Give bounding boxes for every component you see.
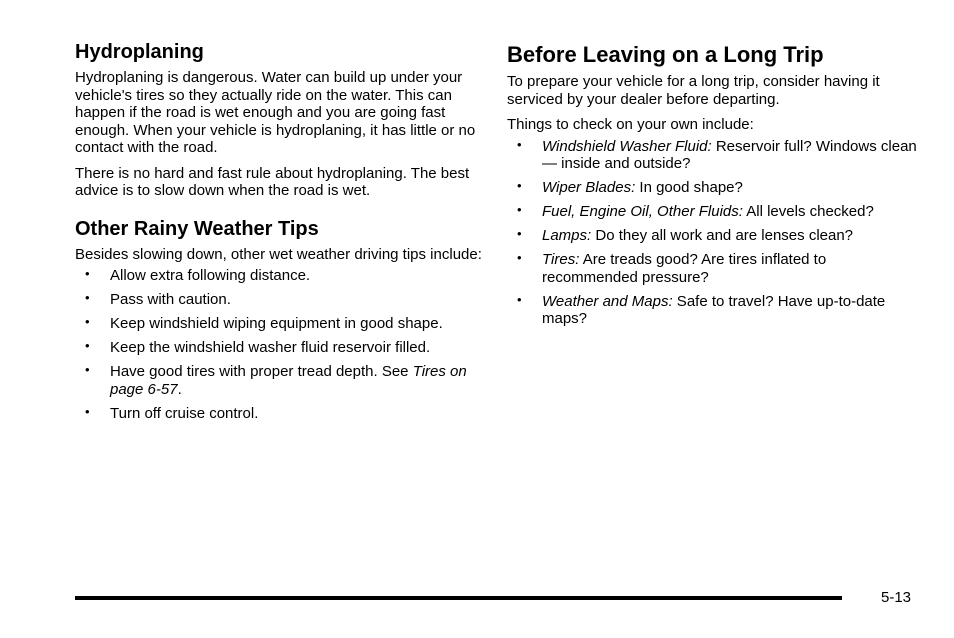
list-item [75, 405, 485, 423]
page-number: 5-13 [881, 589, 912, 606]
bullet-icon: • [517, 202, 522, 217]
check-term: Windshield Washer Fluid: [542, 137, 712, 155]
list-item [75, 363, 485, 398]
hydroplaning-heading: Hydroplaning [75, 41, 204, 63]
tires-page-link[interactable]: Tires on page 6-57 [110, 363, 467, 398]
check-text: In good shape? [635, 179, 743, 196]
check-text: Are treads good? Are tires inflated to recommended pressure? [542, 251, 827, 286]
check-term: Lamps: [542, 227, 592, 244]
list-item [507, 293, 917, 328]
rainy-tips-heading: Other Rainy Weather Tips [75, 217, 319, 240]
checks-intro: Things to check on your own include: [507, 116, 754, 133]
list-item [507, 179, 917, 197]
list-item-text: Pass with caution. [110, 291, 231, 308]
list-item [507, 138, 917, 173]
check-text: Safe to travel? Have up-to-date maps? [542, 292, 886, 327]
check-term: Wiper Blades: [542, 179, 636, 196]
bullet-icon: • [517, 291, 522, 307]
bullet-icon: • [85, 338, 90, 353]
checks-list [507, 138, 917, 328]
hydroplaning-paragraph-2: There is no hard and fast rule about hydroplaning. The best advice is to slow down when the road is wet. [75, 164, 470, 199]
list-item-text: Allow extra following distance. [110, 267, 311, 284]
bullet-icon: • [85, 362, 90, 377]
right-column [507, 38, 917, 334]
list-item [75, 339, 485, 357]
long-trip-heading: Before Leaving on a Long Trip [507, 42, 824, 67]
check-text: Reservoir full? Windows clean — inside and outside? [542, 137, 917, 172]
list-item-text: Keep windshield wiping equipment in good shape. [110, 315, 443, 332]
check-term: Weather and Maps: [542, 292, 673, 310]
bullet-icon: • [85, 266, 90, 281]
list-item [75, 291, 485, 309]
rainy-tips-list [75, 267, 485, 422]
list-item [507, 203, 917, 221]
list-item-text: Keep the windshield washer fluid reservoir filled. [110, 339, 431, 356]
bullet-icon: • [85, 403, 90, 419]
footer-rule [75, 596, 842, 600]
bullet-icon: • [85, 290, 90, 305]
hydroplaning-paragraph-1: Hydroplaning is dangerous. Water can build up under your vehicle's tires so they actually ride on the water. This can happen if the road is wet enough and you are going fast enough. When your vehicle is hydroplaning, it has little or no contact with the road. [75, 69, 476, 156]
list-item-period: . [177, 380, 182, 398]
bullet-icon: • [517, 178, 522, 193]
check-text: All levels checked? [742, 203, 874, 220]
check-term: Fuel, Engine Oil, Other Fluids: [542, 203, 743, 220]
long-trip-intro: To prepare your vehicle for a long trip, consider having it serviced by your dealer before departing. [507, 73, 880, 108]
left-column [75, 38, 485, 429]
bullet-icon: • [517, 136, 522, 152]
bullet-icon: • [85, 314, 90, 329]
bullet-icon: • [517, 226, 522, 241]
list-item [507, 227, 917, 245]
check-term: Tires: [542, 251, 580, 268]
list-item-text: Have good tires with proper tread depth. See [110, 363, 413, 380]
list-item [75, 315, 485, 333]
check-text: Do they all work and are lenses clean? [591, 227, 854, 244]
list-item [75, 267, 485, 285]
bullet-icon: • [517, 250, 522, 265]
list-item-text: Turn off cruise control. [110, 404, 259, 422]
rainy-tips-intro: Besides slowing down, other wet weather driving tips include: [75, 245, 482, 263]
list-item [507, 251, 917, 286]
